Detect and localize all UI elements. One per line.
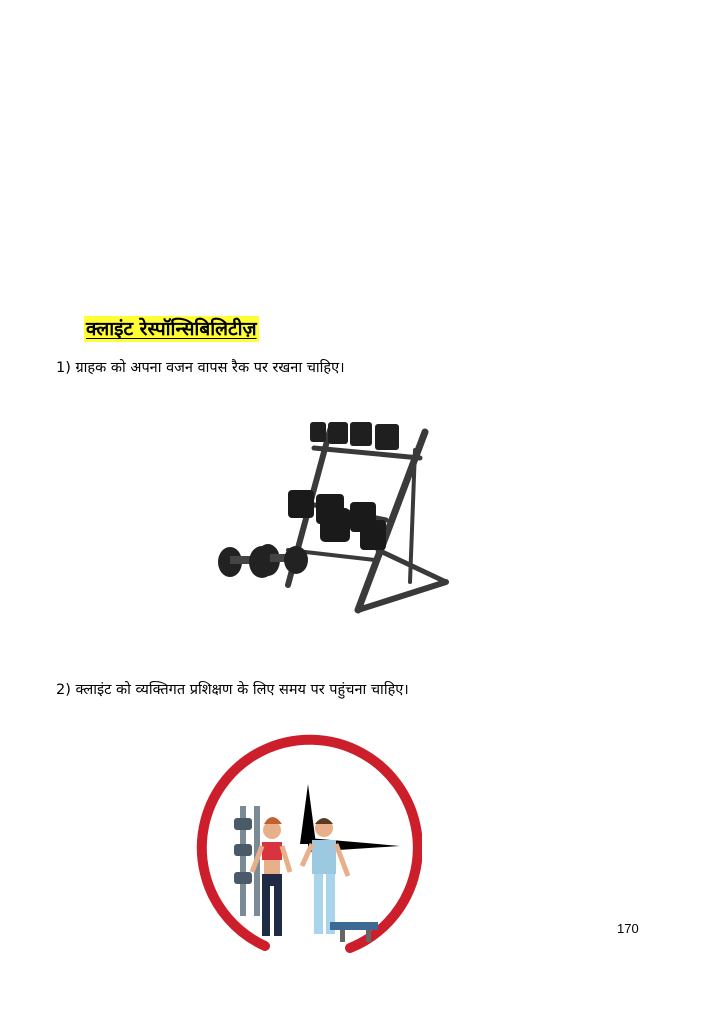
responsibility-item-2: 2) क्लाइंट को व्यक्तिगत प्रशिक्षण के लिए समय पर पहुंचना चाहिए।	[56, 682, 409, 698]
dumbbell-rack-icon	[210, 410, 460, 620]
page-number: 170	[617, 921, 639, 936]
responsibility-item-1: 1) ग्राहक को अपना वजन वापस रैक पर रखना चाहिए।	[56, 360, 345, 376]
section-heading: क्लाइंट रेस्पॉन्सिबिलिटीज़	[86, 318, 257, 340]
clock-trainers-icon	[190, 726, 422, 960]
